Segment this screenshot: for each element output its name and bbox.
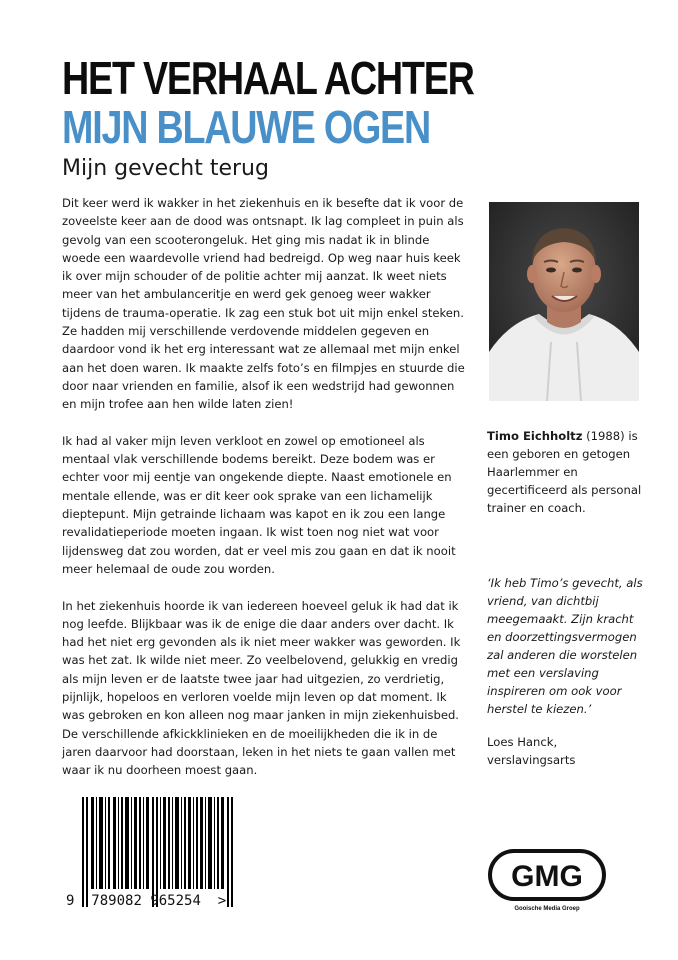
blurb-paragraph-3: In het ziekenhuis hoorde ik van iedereen hoeveel geluk ik had dat ik nog leefde. Blijkbaar was ik de enige die daar anders over dacht. Ik had het niet erg gevonden als ik niet meer wakker was geworden. Ik was het zat. Ik wilde niet meer. Zo veelbelovend, gelukkig en vredig als mijn leven er de laatste twee jaar had uitgezien, zo verdrietig, pijnlijk, hopeloos en verloren voelde mijn leven op dat moment. Ik was gebroken en kon alleen nog maar janken in mijn ziekenhuisbed. De verschillende afkickklinieken en de moeilijkheden die ik in de jaren daarvoor had doorstaan, leken in het niets te gaan vallen met waar ik nu doorheen moest gaan. bbox=[62, 598, 461, 778]
subtitle: Mijn gevecht terug bbox=[62, 156, 269, 181]
author-year: (1988) bbox=[582, 429, 625, 443]
endorser-name: Loes Hanck, bbox=[487, 735, 558, 749]
isbn-number bbox=[66, 893, 256, 909]
author-portrait-image bbox=[489, 202, 639, 401]
isbn-lead-digit: 9 bbox=[66, 893, 75, 909]
isbn-group-1: 789082 bbox=[91, 893, 142, 909]
publisher-name: Gooische Media Groep bbox=[514, 906, 580, 912]
isbn-barcode bbox=[82, 797, 233, 907]
title-line-2: MIJN BLAUWE OGEN bbox=[62, 101, 431, 153]
blurb-paragraph-1: Dit keer werd ik wakker in het ziekenhuis en ik besefte dat ik voor de zoveelste keer aan de dood was ontsnapt. Ik lag compleet in puin als gevolg van een scooterongeluk. Het ging mis nadat ik in blinde woede een waardevolle vriend had bedreigd. Op weg naar huis keek ik over mijn schouder of de politie achter mij aanzat. Ik weet niets meer van het ambulanceritje en werd gek genoeg weer wakker tijdens de trauma-operatie. Ik zag een stuk bot uit mijn enkel steken. Ze hadden mij verschillende verdovende middelen gegeven en daardoor vond ik het erg interessant wat ze allemaal met mijn enkel aan het doen waren. Ik maakte zelfs foto’s en filmpjes en stuurde die door naar vrienden en familie, alsof ik een wedstrijd had gewonnen en mijn trofee aan hen wilde laten zien! bbox=[62, 196, 465, 412]
blurb-text bbox=[62, 194, 467, 798]
endorsement-attribution bbox=[487, 733, 647, 769]
endorser-role: verslavingsarts bbox=[487, 753, 576, 767]
publisher-logo-text: GMG bbox=[511, 860, 583, 893]
publisher-logo bbox=[488, 849, 606, 901]
author-bio bbox=[487, 427, 647, 517]
author-name: Timo Eichholtz bbox=[487, 429, 583, 443]
author-description: is een geboren en getogen Haarlemmer en gecertificeerd als personal trainer en coach. bbox=[487, 429, 642, 515]
isbn-group-2: 965254 bbox=[150, 893, 201, 909]
isbn-arrow: > bbox=[217, 893, 227, 909]
endorsement-quote: ‘Ik heb Timo’s gevecht, als vriend, van dichtbij meegemaakt. Zijn kracht en doorzettingsvermogen zal anderen die worstelen met een verslaving inspireren om ook voor herstel te kiezen.’ bbox=[487, 576, 643, 716]
author-photo bbox=[489, 202, 639, 401]
title-line-1: HET VERHAAL ACHTER bbox=[62, 52, 474, 104]
blurb-paragraph-2: Ik had al vaker mijn leven verkloot en zowel op emotioneel als mentaal vlak verschillende bodems bereikt. Deze bodem was er echter voor mij eentje van ongekende diepte. Naast emotionele en mentale ellende, was er dit keer ook sprake van een lichamelijk dieptepunt. Mijn getrainde lichaam was kapot en ik zou een lange revalidatieperiode moeten ingaan. Ik wist toen nog niet wat voor lijdensweg dat zou worden, dat er veel mis zou gaan en dat ik nooit meer helemaal de oude zou worden. bbox=[62, 433, 456, 576]
